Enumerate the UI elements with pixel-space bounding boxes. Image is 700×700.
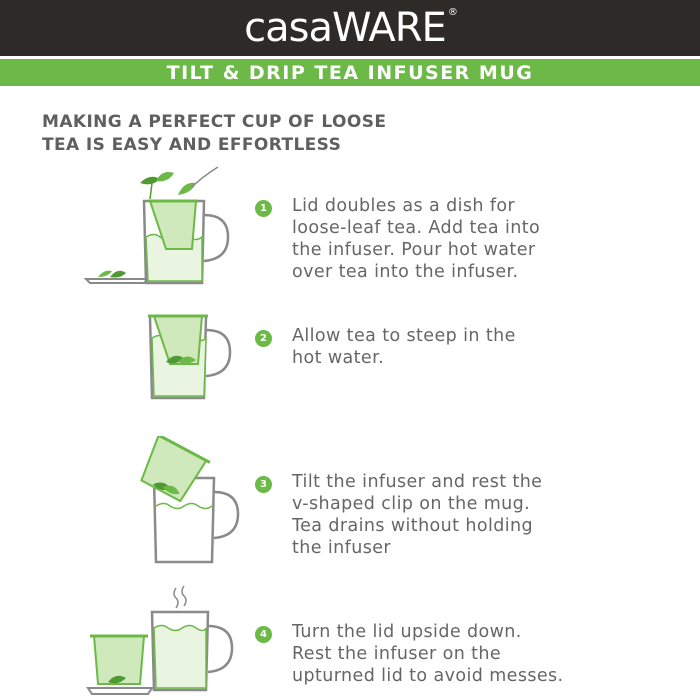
- step-description: [292, 621, 622, 687]
- intro-heading: [42, 111, 442, 157]
- step-line: the infuser: [292, 538, 391, 558]
- brand-logo: casaWARE: [244, 5, 446, 51]
- step-line: Rest the infuser on the: [292, 644, 502, 664]
- step-line: hot water.: [292, 348, 385, 368]
- step-line: loose-leaf tea. Add tea into: [292, 218, 541, 238]
- step-line: Tea drains without holding: [292, 516, 534, 536]
- mug-and-infuser-on-lid-icon: [86, 584, 242, 696]
- intro-line: TEA IS EASY AND EFFORTLESS: [42, 135, 342, 155]
- mug-with-infuser-and-leaves-icon: [82, 165, 242, 287]
- step-number-badge: 4: [255, 626, 272, 643]
- product-title: TILT & DRIP TEA INFUSER MUG: [166, 61, 534, 84]
- step-line: Tilt the infuser and rest the: [292, 472, 543, 492]
- registered-mark: ®: [447, 6, 458, 18]
- step-number-badge: 3: [255, 476, 272, 493]
- step-number-badge: 1: [255, 200, 272, 217]
- step-line: Lid doubles as a dish for: [292, 196, 516, 216]
- step-description: [292, 195, 622, 283]
- step-line: the infuser. Pour hot water: [292, 240, 536, 260]
- step-line: Turn the lid upside down.: [292, 622, 522, 642]
- step-description: [292, 471, 622, 559]
- intro-line: MAKING A PERFECT CUP OF LOOSE: [42, 112, 387, 132]
- title-banner: [0, 59, 700, 86]
- mug-steeping-icon: [140, 310, 240, 404]
- step-number-badge: 2: [255, 330, 272, 347]
- step-line: over tea into the infuser.: [292, 262, 519, 282]
- step-line: Allow tea to steep in the: [292, 326, 516, 346]
- brand-header: [0, 0, 700, 56]
- mug-tilted-infuser-icon: [134, 436, 244, 568]
- step-line: upturned lid to avoid messes.: [292, 666, 564, 686]
- step-description: [292, 325, 622, 369]
- step-line: v-shaped clip on the mug.: [292, 494, 531, 514]
